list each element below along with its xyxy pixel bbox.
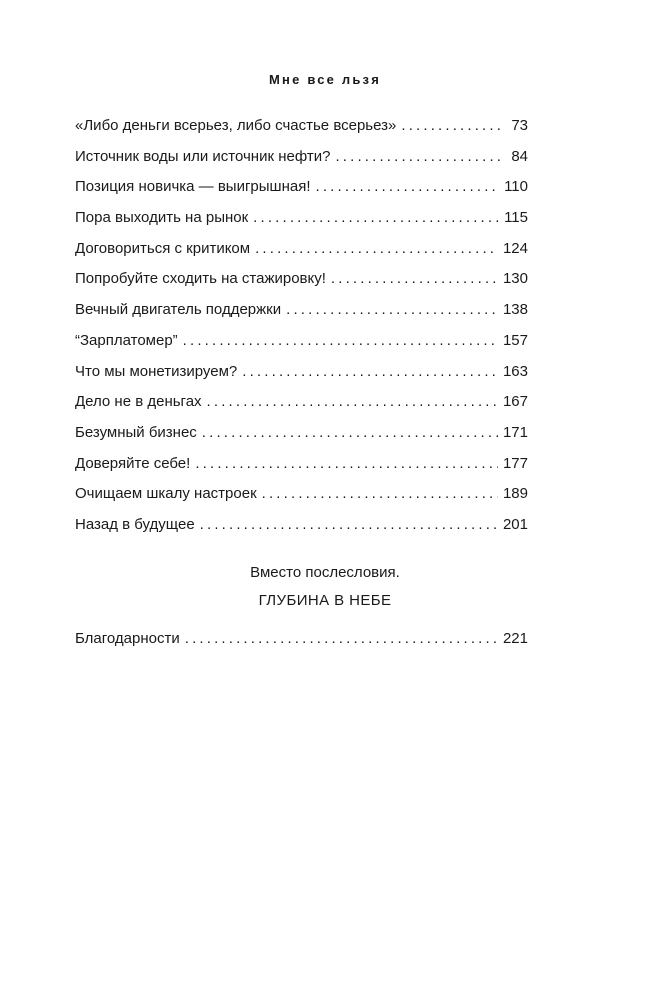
dot-leader bbox=[202, 418, 498, 449]
toc-entry-page: 157 bbox=[502, 331, 528, 349]
toc-entry[interactable] bbox=[75, 264, 528, 295]
running-head: Мне все льзя bbox=[269, 72, 381, 87]
dot-leader bbox=[207, 387, 498, 418]
afterword-title: ГЛУБИНА В НЕБЕ bbox=[258, 592, 392, 609]
toc-entry-title: “Зарплатомер” bbox=[75, 331, 178, 349]
toc-entry[interactable] bbox=[75, 418, 528, 449]
toc-entry-title: Источник воды или источник нефти? bbox=[75, 147, 331, 165]
toc-entry-page: 130 bbox=[502, 270, 528, 288]
dot-leader bbox=[255, 234, 498, 265]
toc-entry[interactable] bbox=[75, 111, 528, 142]
toc-entry[interactable] bbox=[75, 387, 528, 418]
toc-entry-page: 221 bbox=[502, 630, 528, 647]
toc-entry-page: 163 bbox=[502, 362, 528, 380]
toc-entry-title: Очищаем шкалу настроек bbox=[75, 485, 257, 503]
toc-entry-page: 124 bbox=[502, 239, 528, 257]
toc-entry-title: Позиция новичка — выигрышная! bbox=[75, 178, 311, 196]
toc-entry[interactable] bbox=[75, 172, 528, 203]
toc-entry[interactable] bbox=[75, 203, 528, 234]
toc-entry-title: Назад в будущее bbox=[75, 515, 195, 533]
afterword-heading: Вместо послесловия. bbox=[250, 564, 400, 581]
toc-entry-page: 73 bbox=[511, 117, 528, 134]
toc-entry-title: Что мы монетизируем? bbox=[75, 362, 238, 380]
toc-entry[interactable] bbox=[75, 234, 528, 265]
dot-leader bbox=[316, 172, 500, 203]
toc-entry-title: Попробуйте сходить на стажировку! bbox=[75, 270, 326, 288]
dot-leader bbox=[262, 479, 498, 510]
toc-entry-title: Дело не в деньгах bbox=[75, 393, 202, 411]
toc-entry-page: 189 bbox=[502, 485, 528, 503]
toc-entry-page: 138 bbox=[502, 301, 528, 319]
dot-leader bbox=[242, 357, 498, 388]
table-of-contents bbox=[75, 111, 528, 541]
dot-leader bbox=[183, 326, 498, 357]
toc-entry-title: Вечный двигатель поддержки bbox=[75, 301, 282, 319]
toc-entry[interactable] bbox=[75, 295, 528, 326]
dot-leader bbox=[401, 111, 501, 142]
toc-entry[interactable] bbox=[75, 479, 528, 510]
dot-leader bbox=[335, 142, 501, 173]
table-of-contents-continued bbox=[75, 624, 528, 655]
toc-entry[interactable] bbox=[75, 449, 528, 480]
toc-entry-page: 167 bbox=[502, 393, 528, 411]
toc-entry-page: 177 bbox=[502, 454, 528, 472]
toc-entry[interactable] bbox=[75, 510, 528, 541]
toc-entry-title: Безумный бизнес bbox=[75, 423, 197, 441]
dot-leader bbox=[185, 624, 498, 655]
toc-entry-page: 201 bbox=[502, 515, 528, 533]
toc-entry-page: 115 bbox=[504, 209, 528, 227]
toc-entry-title: Договориться с критиком bbox=[75, 239, 251, 257]
toc-entry-page: 110 bbox=[504, 178, 528, 196]
dot-leader bbox=[253, 203, 499, 234]
dot-leader bbox=[200, 510, 498, 541]
dot-leader bbox=[286, 295, 498, 326]
toc-entry-title: «Либо деньги всерьез, либо счастье всерьез» bbox=[75, 117, 397, 134]
dot-leader bbox=[331, 264, 498, 295]
dot-leader bbox=[195, 449, 498, 480]
toc-entry[interactable] bbox=[75, 326, 528, 357]
toc-entry-title: Пора выходить на рынок bbox=[75, 209, 249, 227]
toc-entry[interactable] bbox=[75, 142, 528, 173]
toc-entry-title: Благодарности bbox=[75, 630, 180, 647]
toc-entry[interactable] bbox=[75, 624, 528, 655]
toc-entry-page: 171 bbox=[502, 423, 528, 441]
toc-entry-title: Доверяйте себе! bbox=[75, 454, 191, 472]
toc-entry[interactable] bbox=[75, 357, 528, 388]
toc-entry-page: 84 bbox=[511, 147, 528, 165]
